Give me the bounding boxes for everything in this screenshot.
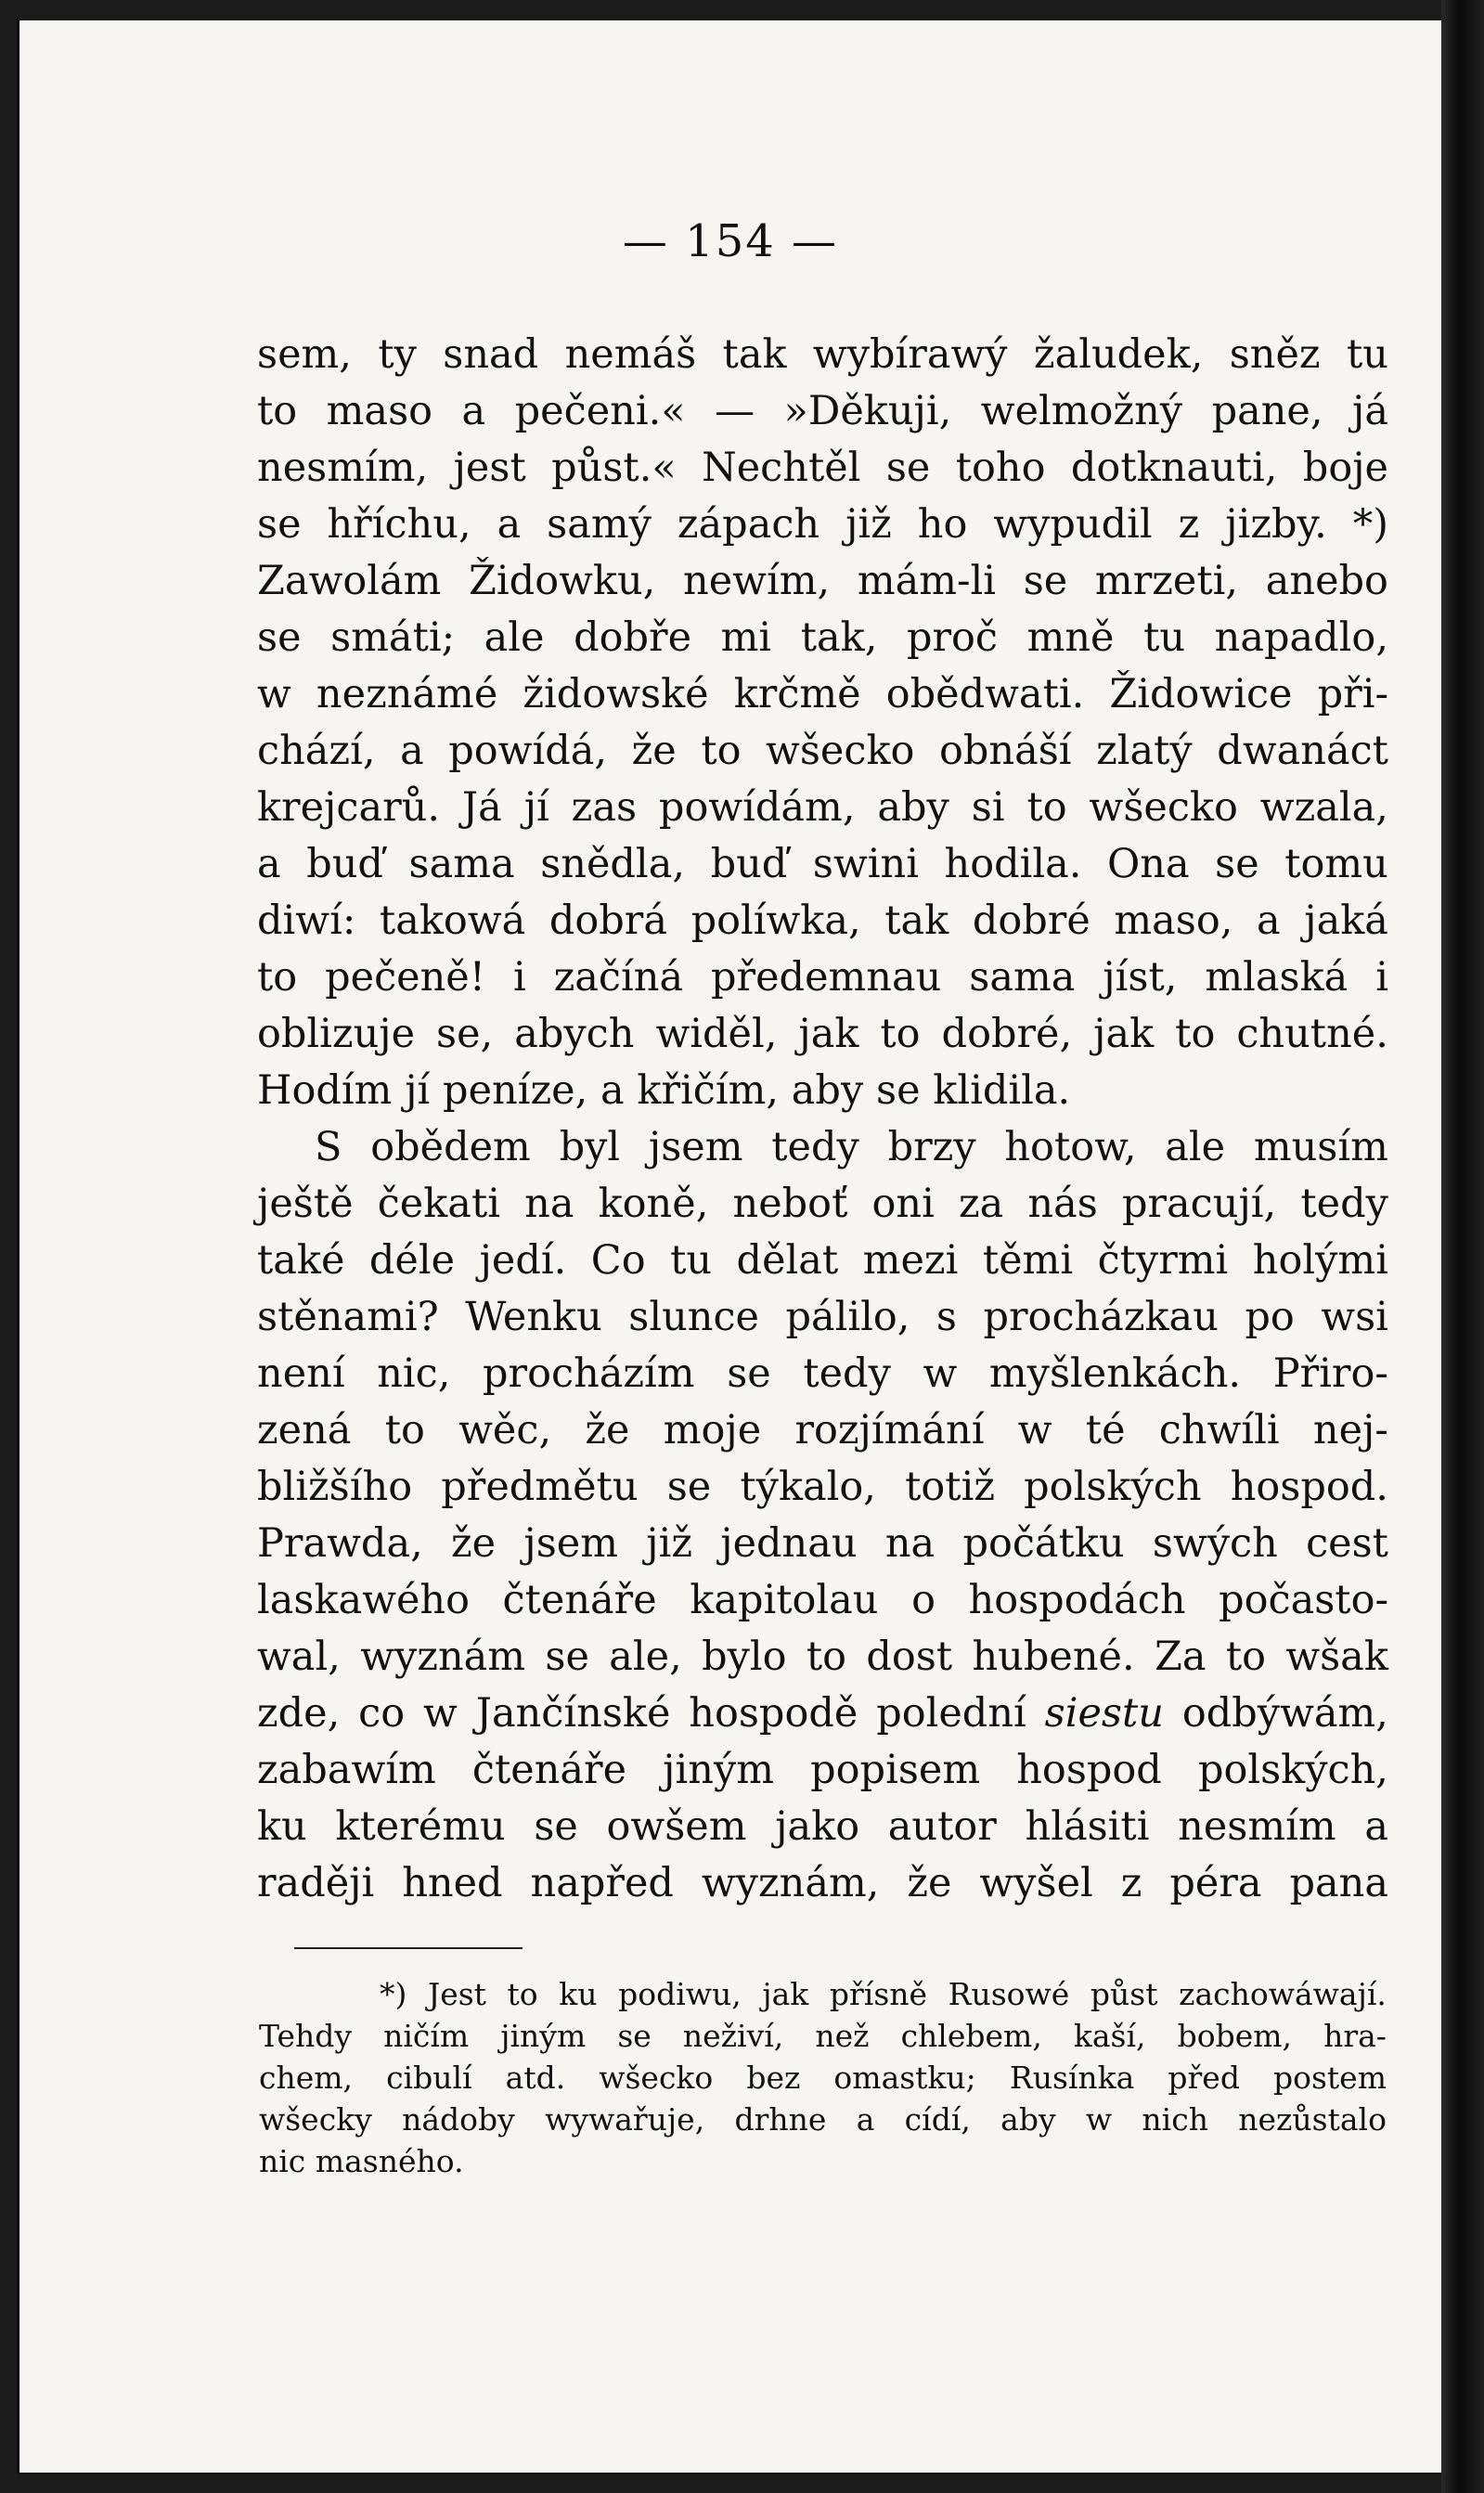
text-line: se hříchu, a samý zápach již ho wypudil z jizby. *) [257, 501, 1388, 548]
text-line: také déle jedí. Co tu dělat mezi těmi čtyrmi holými [257, 1237, 1388, 1284]
text-line: w neznámé židowské krčmě obědwati. Židowice při- [257, 671, 1388, 717]
text-line: diwí: takowá dobrá políwka, tak dobré maso, a jaká [257, 898, 1388, 944]
text-line: se smáti; ale dobře mi tak, proč mně tu napadlo, [257, 614, 1388, 661]
text-line-mixed: zde, co w Jančínské hospodě polední siestu odbýwám, [257, 1686, 1388, 1742]
text-line: Zawolám Židowku, newím, mám-li se mrzeti, anebo [257, 558, 1388, 604]
text-line: chází, a powídá, že to wšecko obnáší zlatý dwanáct [257, 728, 1388, 774]
line-text-end: odbýwám, [1181, 1690, 1388, 1737]
text-line: nesmím, jest půst.« Nechtěl se toho dotknauti, boje [257, 445, 1388, 491]
text-line: bližšího předmětu se týkalo, totiž polských hospod. [257, 1464, 1388, 1510]
footnote [259, 1973, 1387, 2182]
text-line: ještě čekati na koně, neboť oni za nás pracují, tedy [257, 1181, 1388, 1227]
text-line: Prawda, že jsem již jednau na počátku swých cest [257, 1520, 1388, 1567]
text-line: a buď sama snědla, buď swini hodila. Ona se tomu [257, 841, 1388, 887]
main-text [257, 327, 1388, 1912]
page-edge [1441, 0, 1484, 2493]
text-line: laskawého čtenáře kapitolau o hospodách počasto- [257, 1577, 1388, 1623]
book-page [17, 19, 1441, 2474]
text-line: ku kterému se owšem jako autor hlásiti nesmím a [257, 1803, 1388, 1850]
footnote-line: nic masného. [259, 2143, 464, 2179]
footnote-line: Tehdy ničím jiným se neživí, než chlebem, kaší, bobem, hra- [259, 2018, 1387, 2054]
text-line: to maso a pečeni.« — »Děkuji, welmožný pane, já [257, 388, 1388, 434]
text-line: Hodím jí peníze, a křičím, aby se klidila. [257, 1067, 1071, 1114]
text-line: to pečeně! i začíná předemnau sama jíst, mlaská i [257, 954, 1388, 1001]
text-line: raději hned napřed wyznám, že wyšel z péra pana [257, 1860, 1388, 1906]
text-line: zabawím čtenáře jiným popisem hospod polských, [257, 1747, 1388, 1793]
text-line: není nic, procházím se tedy w myšlenkách. Přiro- [257, 1350, 1388, 1397]
footnote-line: *) Jest to ku podiwu, jak přísně Rusowé půst zachowáwají. [380, 1976, 1387, 2012]
text-line: S obědem byl jsem tedy brzy hotow, ale musím [315, 1124, 1388, 1170]
footnote-rule [294, 1947, 523, 1949]
page-number: — 154 — [622, 215, 839, 267]
footnote-line: wšecky nádoby wywařuje, drhne a cídí, aby w nich nezůstalo [259, 2101, 1387, 2138]
text-line: krejcarů. Já jí zas powídám, aby si to wšecko wzala, [257, 784, 1388, 831]
text-line: wal, wyznám se ale, bylo to dost hubené. Za to wšak [257, 1634, 1388, 1680]
italic-word: siestu [1044, 1690, 1164, 1737]
text-line: stěnami? Wenku slunce pálilo, s procházkau po wsi [257, 1294, 1388, 1340]
text-line: sem, ty snad nemáš tak wybírawý žaludek, sněz tu [257, 331, 1388, 378]
footnote-line: chem, cibulí atd. wšecko bez omastku; Rusínka před postem [259, 2060, 1387, 2096]
text-line: oblizuje se, abych widěl, jak to dobré, jak to chutné. [257, 1011, 1388, 1057]
text-line: zená to wěc, že moje rozjímání w té chwíli nej- [257, 1407, 1388, 1453]
